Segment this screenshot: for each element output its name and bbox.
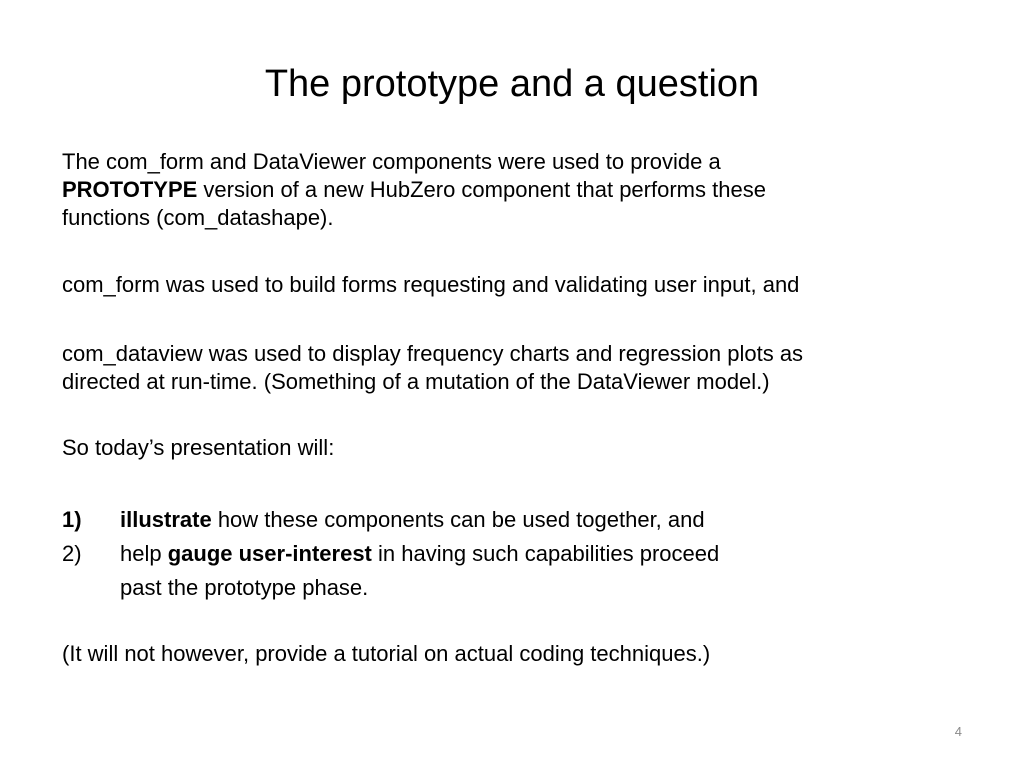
list-item — [62, 503, 962, 537]
list-item-text — [120, 503, 705, 537]
gauge-emphasis: gauge user-interest — [167, 541, 372, 566]
presentation-intro: So today’s presentation will: — [62, 435, 335, 460]
list-number: 2) — [62, 541, 82, 566]
list-item-rest: how these components can be used together, and — [211, 507, 705, 532]
numbered-list — [62, 503, 962, 605]
prototype-emphasis: PROTOTYPE — [62, 177, 198, 202]
intro-line-1: The com_form and DataViewer components were used to provide a — [62, 149, 721, 174]
com-dataview-paragraph — [62, 340, 962, 396]
list-number: 1) — [62, 507, 82, 532]
com-dataview-line-2: directed at run-time. (Something of a mutation of the DataViewer model.) — [62, 369, 770, 394]
slide-title: The prototype and a question — [264, 63, 760, 105]
list-item-continuation — [62, 571, 962, 605]
illustrate-emphasis: illustrate — [120, 507, 212, 532]
intro-line-2-rest: version of a new HubZero component that performs these — [197, 177, 766, 202]
list-continuation-text: past the prototype phase. — [120, 575, 369, 600]
list-item-rest: in having such capabilities proceed — [371, 541, 720, 566]
list-item-pre: help — [120, 541, 168, 566]
intro-line-2 — [62, 176, 962, 204]
com-form-paragraph: com_form was used to build forms requesting and validating user input, and — [62, 272, 800, 297]
list-item — [62, 537, 962, 571]
page-number: 4 — [954, 724, 962, 739]
com-dataview-line-1: com_dataview was used to display frequency charts and regression plots as — [62, 341, 804, 366]
list-item-text — [120, 537, 719, 571]
intro-line-3: functions (com_datashape). — [62, 205, 334, 230]
closing-note: (It will not however, provide a tutorial on actual coding techniques.) — [62, 641, 711, 666]
intro-paragraph — [62, 148, 962, 232]
